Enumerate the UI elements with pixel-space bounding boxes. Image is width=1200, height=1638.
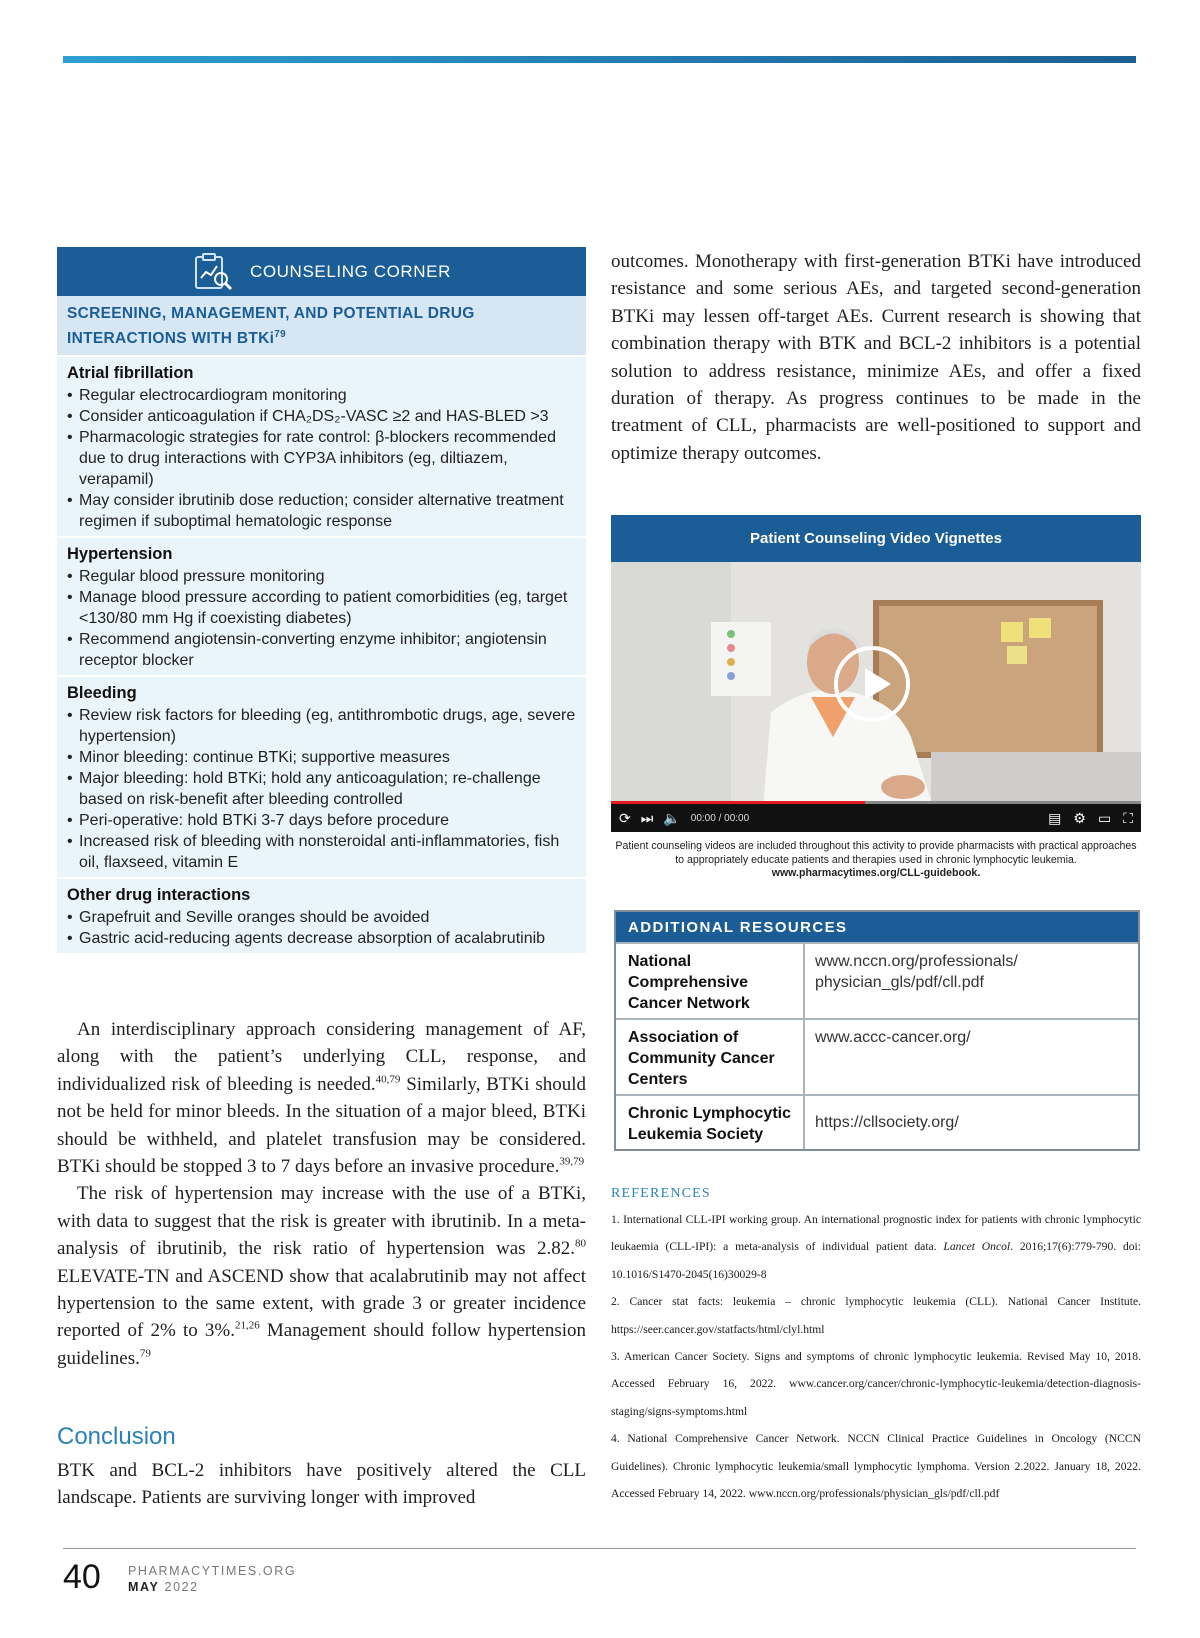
- video-player[interactable]: [611, 562, 1141, 832]
- video-header: Patient Counseling Video Vignettes: [611, 515, 1141, 562]
- p1-text-2: Similarly, BTKi should not be held for minor bleeds. In the situation of a major bleed, BTKi should be withheld, and platelet transfusion may be considered. BTKi should be stopped 3 to 7 days before an invasive procedure.: [57, 1073, 586, 1178]
- p2-text-2: ELEVATE-TN and ASCEND show that acalabrutinib may not affect hypertension to the same extent, with grade 3 or greater incidence reported of 2% to 3%.: [57, 1265, 586, 1342]
- resource-row: [616, 1019, 1138, 1095]
- resource-row: [616, 943, 1138, 1019]
- clipboard-chart-icon: [192, 252, 236, 292]
- additional-resources-box: [614, 910, 1140, 1151]
- skip-next-icon[interactable]: ⏭: [640, 809, 654, 826]
- footer-rule: [63, 1548, 1136, 1549]
- video-guidebook-link[interactable]: www.pharmacytimes.org/CLL-guidebook: [771, 867, 978, 879]
- resource-link[interactable]: www.accc-cancer.org/: [804, 1019, 1138, 1095]
- counseling-bullet: • Grapefruit and Seville oranges should be avoided: [67, 907, 576, 928]
- counseling-sections: [57, 355, 586, 953]
- resource-link[interactable]: https://cllsociety.org/: [804, 1095, 1138, 1149]
- video-time: 00:00 / 00:00: [690, 812, 750, 824]
- counseling-section: [57, 355, 586, 536]
- resource-row: [616, 1095, 1138, 1149]
- resource-org: Chronic Lymphocytic Leukemia Society: [616, 1095, 804, 1149]
- counseling-bullet: • Review risk factors for bleeding (eg, antithrombotic drugs, age, severe hypertension): [67, 705, 576, 747]
- counseling-bullet: • Gastric acid-reducing agents decrease absorption of acalabrutinib: [67, 928, 576, 949]
- references-list: [611, 1206, 1141, 1507]
- p1-ref-2: 39,79: [559, 1155, 585, 1168]
- counseling-section-title: Hypertension: [67, 545, 173, 564]
- additional-resources-header: ADDITIONAL RESOURCES: [616, 912, 1138, 942]
- counseling-corner-subtitle: [57, 296, 586, 355]
- p1-text-1: An interdisciplinary approach considering management of AF, along with the patient’s underlying CLL, response, and individualized risk of bleeding is needed.: [57, 1019, 586, 1095]
- p1-ref-1: 40,79: [375, 1073, 401, 1086]
- subtitle-ref: 79: [274, 329, 286, 340]
- conclusion-heading: Conclusion: [57, 1423, 176, 1450]
- conclusion-paragraph: BTK and BCL-2 inhibitors have positively altered the CLL landscape. Patients are surviving longer with improved: [57, 1460, 586, 1509]
- p2-ref-1: 80: [575, 1237, 586, 1250]
- video-controls: [611, 804, 1141, 832]
- reference-text: 1. International CLL-IPI working group. An international prognostic index for patients with chronic lymphocytic leukaemia (CLL-IPI): a meta-analysis of individual patient data.: [611, 1213, 1141, 1254]
- counseling-bullet: • Increased risk of bleeding with nonsteroidal anti-inflammatories, fish oil, flaxseed, vitamin E: [67, 831, 576, 873]
- video-caption: Patient counseling videos are included throughout this activity to provide pharmacists with practical approaches to appropriately educate patients and therapies used in chronic lymphocytic leukemia. www.pharmacytimes.org/CLL-guidebook.: [615, 840, 1137, 879]
- counseling-corner-title: COUNSELING CORNER: [249, 261, 451, 281]
- footer-date: [128, 1580, 199, 1594]
- counseling-section-title: Atrial fibrillation: [67, 364, 194, 383]
- right-column-paragraph: outcomes. Monotherapy with first-generation BTKi have introduced resistance and some serious AEs, and targeted second-generation BTKi may lessen off-target AEs. Current research is showing that combination therapy with BTK and BCL-2 inhibitors is a potential solution to address resistance, minimize AEs, and offer a fixed duration of therapy. As progress continues to be made in the treatment of CLL, pharmacists are well-positioned to support and optimize therapy outcomes.: [611, 251, 1141, 464]
- reference-text: 2. Cancer stat facts: leukemia – chronic lymphocytic leukemia (CLL). National Cancer Institute. https://seer.cancer.gov/statfacts/html/clyl.html: [611, 1295, 1141, 1336]
- counseling-section: [57, 877, 586, 953]
- resource-org: Association of Community Cancer Centers: [616, 1019, 804, 1095]
- left-column-text: [57, 1016, 586, 1372]
- reference-item: [611, 1425, 1141, 1507]
- counseling-bullet: • Manage blood pressure according to patient comorbidities (eg, target <130/80 mm Hg if coexisting diabetes): [67, 587, 576, 629]
- counseling-bullet: • Recommend angiotensin-converting enzyme inhibitor; angiotensin receptor blocker: [67, 629, 576, 671]
- counseling-bullet: • Regular blood pressure monitoring: [67, 566, 576, 587]
- counseling-section: [57, 536, 586, 675]
- subtitle-text: SCREENING, MANAGEMENT, AND POTENTIAL DRUG INTERACTIONS WITH BTKi: [67, 305, 475, 348]
- footer-year: 2022: [164, 1580, 199, 1594]
- counseling-section-list: [67, 385, 576, 532]
- p2-ref-2: 21,26: [234, 1320, 260, 1333]
- resource-link[interactable]: www.nccn.org/professionals/ physician_gls/pdf/cll.pdf: [804, 943, 1138, 1019]
- references-section: [611, 1186, 1141, 1507]
- footer-site: PHARMACYTIMES.ORG: [128, 1564, 297, 1578]
- video-vignette-box: [611, 515, 1141, 881]
- resource-org: National Comprehensive Cancer Network: [616, 943, 804, 1019]
- counseling-bullet: • Peri-operative: hold BTKi 3-7 days before procedure: [67, 810, 576, 831]
- counseling-corner-box: [57, 247, 586, 953]
- counseling-bullet: • Minor bleeding: continue BTKi; supportive measures: [67, 747, 576, 768]
- page-number: 40: [63, 1558, 101, 1596]
- counseling-bullet: • May consider ibrutinib dose reduction; consider alternative treatment regimen if suboptimal hematologic response: [67, 490, 576, 532]
- video-caption-text: Patient counseling videos are included throughout this activity to provide pharmacists with practical approaches to appropriately educate patients and therapies used in chronic lymphocytic leukemia.: [615, 840, 1137, 866]
- counseling-section-list: [67, 705, 576, 873]
- reference-item: [611, 1343, 1141, 1425]
- counseling-section-list: [67, 566, 576, 671]
- counseling-bullet: • Major bleeding: hold BTKi; hold any anticoagulation; re-challenge based on risk-benefit after bleeding controlled: [67, 768, 576, 810]
- reference-text: 3. American Cancer Society. Signs and symptoms of chronic lymphocytic leukemia. Revised May 10, 2018. Accessed February 16, 2022. www.cancer.org/cancer/chronic-lymphocytic-leukemia/detection-diagnosis-staging/signs-symptoms.html: [611, 1350, 1141, 1418]
- counseling-bullet: • Regular electrocardiogram monitoring: [67, 385, 576, 406]
- p2-text-3: Management should follow hypertension guidelines.: [57, 1320, 587, 1369]
- reference-journal: Lancet Oncol: [943, 1240, 1011, 1254]
- references-heading: REFERENCES: [611, 1186, 711, 1201]
- counseling-section-title: Bleeding: [67, 684, 137, 703]
- right-column-text: [611, 248, 1141, 467]
- conclusion-text: [57, 1457, 586, 1512]
- miniplayer-icon[interactable]: ▭: [1097, 809, 1112, 826]
- volume-icon[interactable]: 🔈: [663, 809, 681, 826]
- top-rule: [63, 56, 1136, 63]
- counseling-bullet: • Pharmacologic strategies for rate control: β-blockers recommended due to drug interactions with CYP3A inhibitors (eg, diltiazem, verapamil): [67, 427, 576, 490]
- replay-icon[interactable]: ⟳: [619, 809, 631, 826]
- captions-icon[interactable]: ▤: [1048, 809, 1062, 826]
- reference-item: [611, 1206, 1141, 1288]
- reference-item: [611, 1288, 1141, 1343]
- fullscreen-icon[interactable]: ⛶: [1123, 809, 1133, 826]
- p2-text-1: The risk of hypertension may increase with the use of a BTKi, with data to suggest that the risk is greater with ibrutinib. In a meta-analysis of ibrutinib, the risk ratio of hypertension was 2.82.: [57, 1183, 586, 1260]
- counseling-corner-header: [57, 247, 586, 296]
- counseling-section-list: [67, 907, 576, 949]
- play-button[interactable]: [834, 646, 910, 722]
- reference-text: 4. National Comprehensive Cancer Network. NCCN Clinical Practice Guidelines in Oncology (NCCN Guidelines). Chronic lymphocytic leukemia/small lymphocytic lymphoma. Version 2.2022. January 18, 2022. Accessed February 14, 2022. www.nccn.org/professionals/physician_gls/pdf/cll.pdf: [611, 1432, 1141, 1501]
- p2-ref-3: 79: [139, 1347, 151, 1360]
- resources-table: [616, 942, 1138, 1149]
- counseling-bullet: • Consider anticoagulation if CHA₂DS₂-VASC ≥2 and HAS-BLED >3: [67, 406, 576, 427]
- settings-gear-icon[interactable]: ⚙: [1073, 809, 1086, 826]
- footer-month: MAY: [128, 1580, 160, 1594]
- reference-text-post: . 2016;17(6):779-790. doi: 10.1016/S1470-2045(16)30029-8: [611, 1240, 1142, 1281]
- paragraph-af: [57, 1016, 586, 1180]
- counseling-section: [57, 675, 586, 877]
- paragraph-hypertension: [57, 1180, 586, 1372]
- counseling-section-title: Other drug interactions: [67, 886, 251, 905]
